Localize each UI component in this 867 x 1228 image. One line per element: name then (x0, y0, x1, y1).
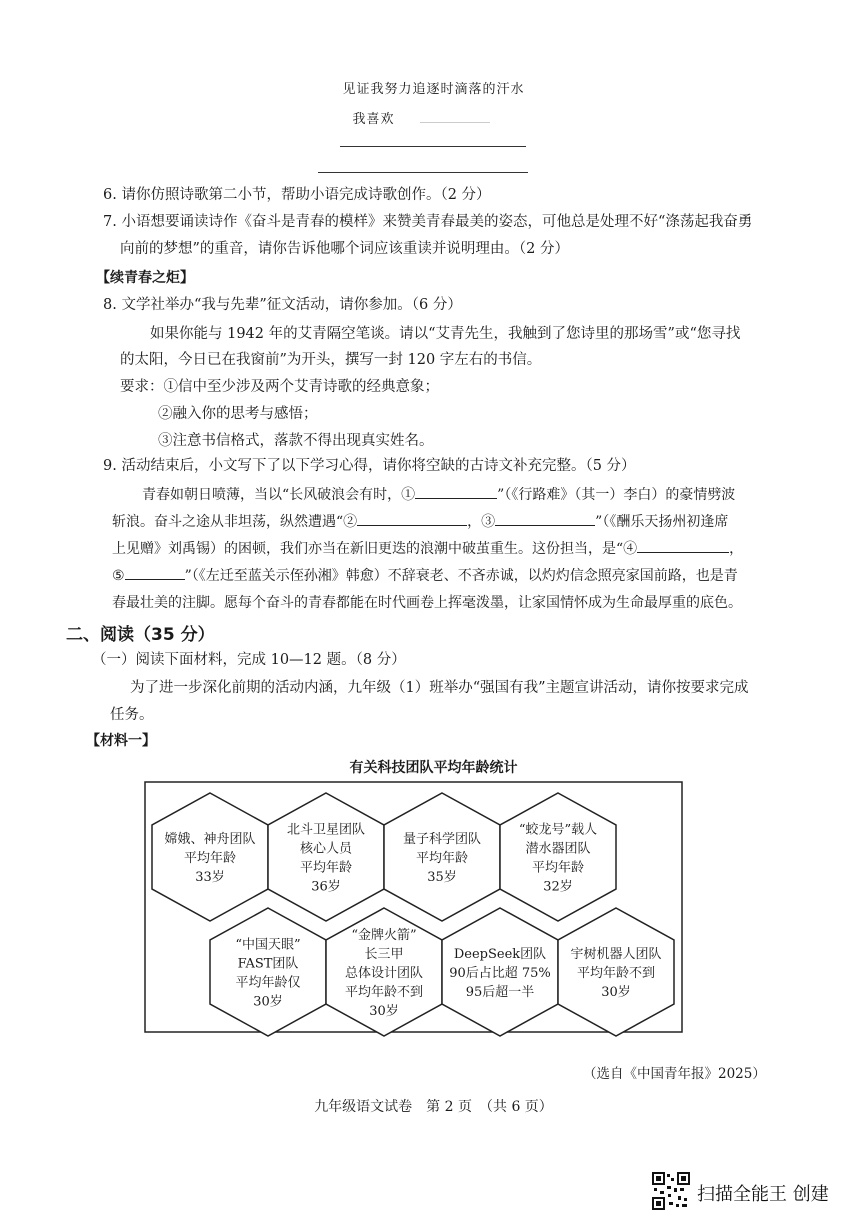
hexagon-cell-5-line-3: 平均年龄仅 (235, 975, 301, 991)
hexagon-cell-2 (268, 793, 384, 921)
hexagon-cell-2-line-3: 平均年龄 (299, 860, 353, 876)
hexagon-cell-4 (500, 793, 616, 921)
hexagon-cell-2-line-1: 北斗卫星团队 (286, 822, 366, 838)
reading-intro-line-2: 任务。 (110, 707, 154, 723)
question-6: 6. 请你仿照诗歌第二小节，帮助小语完成诗歌创作。（2 分） (103, 187, 491, 203)
question-7-line-2: 向前的梦想”的重音，请你告诉他哪个词应该重读并说明理由。（2 分） (120, 241, 569, 257)
hexagon-cell-3-line-2: 平均年龄 (415, 851, 469, 866)
hexagon-cell-5-line-2: FAST团队 (237, 956, 299, 972)
hexagon-cell-6-line-4: 平均年龄不到 (344, 985, 424, 1000)
material-1-label: 【材料一】 (86, 733, 156, 749)
question-9: 9. 活动结束后，小文写下了以下学习心得，请你将空缺的古诗文补充完整。（5 分） (103, 458, 636, 474)
hexagon-cell-3-line-1: 量子科学团队 (402, 832, 482, 847)
chart-title: 有关科技团队平均年龄统计 (349, 760, 518, 776)
hexagon-cell-7-line-3: 95后超一半 (465, 985, 535, 1000)
hexagon-cell-6-line-3: 总体设计团队 (344, 966, 424, 981)
hexagon-cell-1-line-2: 平均年龄 (183, 851, 237, 866)
hexagon-cell-3-line-3: 35岁 (427, 870, 457, 885)
qr-code-icon (652, 1172, 690, 1210)
poem-line-2: 我喜欢 (352, 112, 395, 127)
question-9-line-4: ⑤ ”（《左迁至蓝关示侄孙湘》韩愈）不辞衰老、不吝赤诚，以灼灼信念照亮家国前路，也是青 (112, 565, 738, 585)
question-9-line-5: 春最壮美的注脚。愿每个奋斗的青春都能在时代画卷上挥毫泼墨，让家国情怀成为生命最厚重的底色。 (112, 595, 742, 611)
hexagon-cell-7-line-1: DeepSeek团队 (453, 947, 547, 962)
hexagon-cell-6-line-1: “金牌火箭” (351, 928, 417, 943)
hexagon-cell-2-line-4: 36岁 (311, 879, 341, 895)
question-9-line-3: 上见赠》刘禹锡）的困顿，我们亦当在新旧更迭的浪潮中破茧重生。这份担当，是“④ ， (112, 538, 743, 558)
question-8-requirement-3: ③注意书信格式，落款不得出现真实姓名。 (158, 433, 434, 449)
hexagon-cell-6-line-5: 30岁 (369, 1004, 399, 1019)
hexagon-cell-8-line-3: 30岁 (601, 985, 631, 1000)
hexagon-cell-5-line-4: 30岁 (253, 994, 283, 1010)
hexagon-cell-6-line-2: 长三甲 (364, 947, 404, 962)
hexagon-cell-1-line-1: 嫦娥、神舟团队 (164, 832, 256, 847)
hexagon-cell-2-line-2: 核心人员 (299, 841, 353, 857)
question-9-line-1: 青春如朝日喷薄，当以“长风破浪会有时，① ”（《行路难》（其一）李白）的豪情劈波 (142, 484, 735, 504)
question-8-para-2: 的太阳，今日已在我窗前”为开头，撰写一封 120 字左右的书信。 (120, 352, 542, 368)
question-8: 8. 文学社举办“我与先辈”征文活动，请你参加。（6 分） (103, 297, 462, 313)
question-7-line-1: 7. 小语想要诵读诗作《奋斗是青春的模样》来赞美青春最美的姿态，可他总是处理不好“涤荡起我奋勇 (103, 214, 753, 230)
hexagon-cell-5-line-1: “中国天眼” (235, 937, 301, 953)
question-8-para-1: 如果你能与 1942 年的艾青隔空笔谈。请以“艾青先生，我触到了您诗里的那场雪”或“您寻找 (150, 326, 741, 342)
hexagon-cell-5 (210, 908, 326, 1036)
poem-line-1: 见证我努力追逐时滴落的汗水 (342, 82, 525, 97)
hexagon-cell-4-line-3: 平均年龄 (531, 860, 585, 876)
chart-source: （选自《中国青年报》2025） (583, 1066, 766, 1082)
reading-intro-line-1: 为了进一步深化前期的活动内涵，九年级（1）班举办“强国有我”主题宣讲活动，请你按要求完成 (130, 680, 749, 696)
reading-section-title: 二、阅读（35 分） (66, 625, 215, 645)
scanner-brand-text: 扫描全能王 创建 (697, 1184, 829, 1205)
hexagon-cell-1-line-3: 33岁 (195, 870, 225, 885)
reading-subsection-1: （一）阅读下面材料，完成 10—12 题。（8 分） (92, 652, 406, 668)
hexagon-cell-8-line-2: 平均年龄不到 (576, 966, 656, 981)
section-torch-heading: 【续青春之炬】 (96, 270, 194, 286)
question-8-requirement-1: 要求：①信中至少涉及两个艾青诗歌的经典意象； (120, 379, 439, 395)
hexagon-cell-4-line-4: 32岁 (543, 879, 573, 895)
hexagon-cell-7-line-2: 90后占比超 75% (449, 966, 551, 981)
hexagon-cell-4-line-1: “蛟龙号”载人 (518, 822, 598, 838)
hexagon-cell-4-line-2: 潜水器团队 (525, 841, 591, 857)
question-8-requirement-2: ②融入你的思考与感悟； (158, 406, 318, 422)
question-9-line-2: 斩浪。奋斗之途从非坦荡，纵然遭遇“② ，③ ”（《酬乐天扬州初逢席 (112, 511, 728, 531)
page-footer: 九年级语文试卷 第 2 页 （共 6 页） (314, 1099, 553, 1115)
hexagon-cell-8-line-1: 宇树机器人团队 (570, 947, 662, 962)
